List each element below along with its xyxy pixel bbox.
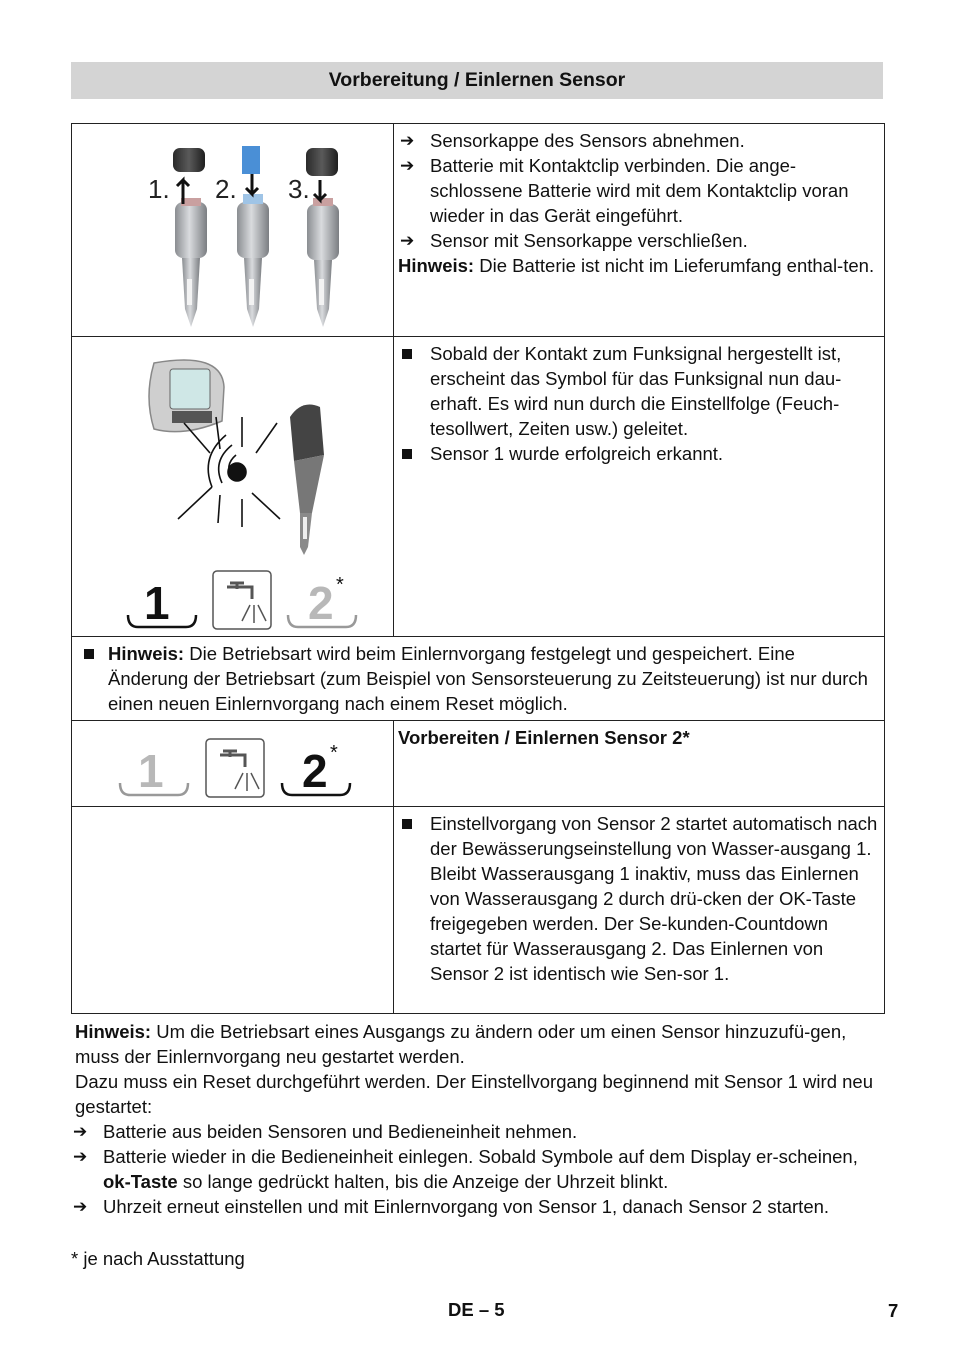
arrow-right-icon: ➔ bbox=[400, 231, 415, 250]
list-item bbox=[398, 811, 880, 986]
sensor-1-active-icon bbox=[128, 577, 196, 629]
svg-text:2: 2 bbox=[302, 745, 328, 797]
arrow-right-icon: ➔ bbox=[73, 1122, 88, 1141]
faucet-icon bbox=[206, 739, 264, 797]
note-label: Hinweis: bbox=[108, 643, 185, 664]
arrow-right-icon: ➔ bbox=[73, 1197, 88, 1216]
control-unit-illustration bbox=[72, 337, 393, 636]
bullet-square-icon bbox=[402, 449, 412, 459]
step-text: Sensorkappe des Sensors abnehmen. bbox=[430, 130, 745, 151]
step-text: Batterie wieder in die Bedieneinheit einlegen. Sobald Symbole auf dem Display er-scheinen, bbox=[103, 1146, 858, 1167]
list-item bbox=[398, 341, 880, 441]
list-item bbox=[398, 128, 880, 153]
table-row bbox=[72, 807, 885, 1014]
mode-note bbox=[72, 637, 885, 721]
step-label-1: 1. bbox=[148, 174, 170, 204]
bullet-square-icon bbox=[84, 649, 94, 659]
step-label-3: 3. bbox=[288, 174, 310, 204]
note-label: Hinweis: bbox=[398, 255, 475, 276]
table-row bbox=[72, 721, 885, 807]
instruction-table bbox=[71, 123, 885, 1014]
arrow-right-icon: ➔ bbox=[400, 156, 415, 175]
bullet-text: Sensor 1 wurde erfolgreich erkannt. bbox=[430, 443, 724, 464]
subsection-heading: Vorbereiten / Einlernen Sensor 2* bbox=[398, 727, 690, 748]
sensor-2-icon bbox=[237, 146, 269, 327]
bullet-text: Einstellvorgang von Sensor 2 startet automatisch nach der Bewässerungseinstellung von Wasser-ausgang 1. Bleibt Wasserausgang 1 inaktiv, muss das Einlernen von Wasserausgang 2 durch drü-cken der OK-Taste freigegeben werden. Der Se-kunden-Countdown startet für Wasserausgang 2. Das Einlernen von Sensor 2 ist identisch wie Sen-sor 1. bbox=[430, 813, 878, 984]
sensor-battery-figure bbox=[72, 124, 394, 337]
svg-text:2: 2 bbox=[308, 577, 334, 629]
ok-key-text: ok-Taste bbox=[103, 1171, 178, 1192]
row2-text bbox=[394, 337, 885, 637]
step-text: Batterie mit Kontaktclip verbinden. Die ange-schlossene Batterie wird mit dem Kontaktclip voran wieder in das Gerät eingeführt. bbox=[430, 155, 849, 226]
step-text: Uhrzeit erneut einstellen und mit Einlernvorgang von Sensor 1, danach Sensor 2 starten. bbox=[103, 1196, 830, 1217]
list-item bbox=[71, 1119, 885, 1144]
control-unit-icon bbox=[149, 360, 224, 432]
arrow-down-icon bbox=[246, 174, 258, 194]
bullet-text: Sobald der Kontakt zum Funksignal hergestellt ist, erscheint das Symbol für das Funksignal nun dau-erhaft. Es wird nun durch die Einstellfolge (Feuch-tesollwert, Zeiten usw.) geleitet. bbox=[430, 343, 842, 439]
note bbox=[398, 253, 880, 278]
step-text: Batterie aus beiden Sensoren und Bedieneinheit nehmen. bbox=[103, 1121, 578, 1142]
row5-text bbox=[394, 807, 885, 1014]
sensor-icon bbox=[290, 405, 324, 555]
empty-cell bbox=[72, 807, 394, 1014]
section-header bbox=[71, 62, 883, 99]
note-text: Die Betriebsart wird beim Einlernvorgang festgelegt und gespeichert. Eine Änderung der Betriebsart (zum Beispiel von Sensorsteuerung zu Zeitsteuerung) ist nur durch einen neuen Einlernvorgang nach einem Reset möglich. bbox=[108, 643, 868, 714]
sensor-1-inactive-icon bbox=[120, 745, 188, 797]
list-item bbox=[71, 1144, 885, 1194]
sensor-2-active-icon bbox=[282, 742, 350, 797]
radio-signal-icon bbox=[178, 417, 280, 527]
note-label: Hinweis: bbox=[75, 1021, 152, 1042]
bullet-square-icon bbox=[402, 819, 412, 829]
bullet-square-icon bbox=[402, 349, 412, 359]
sensor-2-icons-figure bbox=[72, 721, 394, 807]
footnote: * je nach Ausstattung bbox=[71, 1248, 245, 1269]
arrow-right-icon: ➔ bbox=[73, 1147, 88, 1166]
table-row bbox=[72, 637, 885, 721]
faucet-icon bbox=[213, 571, 271, 629]
step-text: so lange gedrückt halten, bis die Anzeige der Uhrzeit blinkt. bbox=[177, 1171, 669, 1192]
list-item bbox=[80, 641, 876, 716]
svg-text:1: 1 bbox=[144, 577, 170, 629]
svg-text:1: 1 bbox=[138, 745, 164, 797]
table-row bbox=[72, 337, 885, 637]
step-text: Sensor mit Sensorkappe verschließen. bbox=[430, 230, 748, 251]
radio-signal-figure bbox=[72, 337, 394, 637]
svg-text:*: * bbox=[330, 742, 338, 764]
sensor-1-icon bbox=[173, 148, 207, 327]
page-number: 7 bbox=[888, 1300, 899, 1321]
section-title: Vorbereitung / Einlernen Sensor bbox=[328, 69, 626, 91]
step-label-2: 2. bbox=[215, 174, 237, 204]
list-item bbox=[398, 441, 880, 466]
note-text: Um die Betriebsart eines Ausgangs zu ändern oder um einen Sensor hinzuzufü-gen, muss der Einlernvorgang neu gestartet werden. bbox=[75, 1021, 847, 1067]
arrow-right-icon: ➔ bbox=[400, 131, 415, 150]
sensor-2-icons bbox=[72, 721, 393, 806]
list-item bbox=[71, 1194, 885, 1219]
sensor-illustration bbox=[72, 124, 393, 336]
sensor-2-inactive-icon bbox=[288, 574, 356, 629]
row4-text bbox=[394, 721, 885, 807]
list-item bbox=[398, 153, 880, 228]
sensor-3-icon bbox=[306, 148, 339, 327]
arrow-down-icon bbox=[314, 180, 326, 200]
reset-section bbox=[75, 1019, 885, 1219]
svg-text:*: * bbox=[336, 574, 344, 596]
paragraph: Dazu muss ein Reset durchgeführt werden. Der Einstellvorgang beginnend mit Sensor 1 wird neu gestartet: bbox=[75, 1071, 873, 1117]
note bbox=[75, 1019, 885, 1069]
list-item bbox=[398, 228, 880, 253]
table-row bbox=[72, 124, 885, 337]
note-text: Die Batterie ist nicht im Lieferumfang enthal-ten. bbox=[474, 255, 875, 276]
row1-text bbox=[394, 124, 885, 337]
section-page-label: DE – 5 bbox=[448, 1299, 505, 1320]
